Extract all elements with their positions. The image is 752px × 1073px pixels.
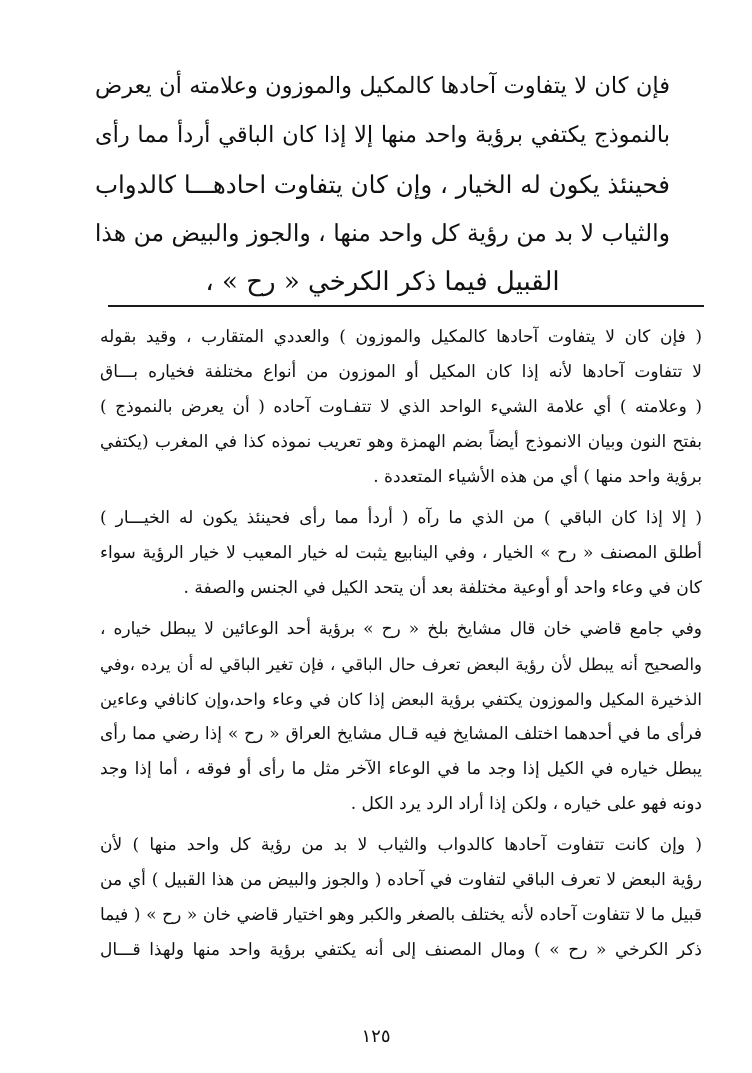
commentary-line: ذكر الكرخي « رح » ) ومال المصنف إلى أنه يكتفي برؤية واحد منها ولهذا قـــال xyxy=(100,940,702,960)
commentary-line: رؤية البعض لا تعرف الباقي لتفاوت في آحاده ( والجوز والبيض من هذا القبيل ) أي من xyxy=(100,870,702,890)
commentary-line: بفتح النون وبيان الانموذج أيضاً بضم الهمزة وهو تعريب نموذه كذا في المغرب (يكتفي xyxy=(100,432,702,452)
commentary-line: ( وعلامته ) أي علامة الشيء الواحد الذي لا تتفـاوت آحاده ( أن يعرض بالنموذج ) xyxy=(100,397,702,417)
section-divider xyxy=(108,305,704,307)
main-text-line: فإن كان لا يتفاوت آحادها كالمكيل والموزون وعلامته أن يعرض xyxy=(95,73,670,99)
main-text-line: القبيل فيما ذكر الكرخي « رح » ، xyxy=(205,267,560,297)
commentary-line: قبيل ما لا تتفاوت آحاده لأنه يختلف بالصغر والكبر وهو اختيار قاضي خان « رح » ( فيما xyxy=(100,905,702,925)
page-number: ١٢٥ xyxy=(361,1026,391,1047)
commentary-line: والصحيح أنه يبطل لأن رؤية البعض تعرف حال الباقي ، فإن تغير الباقي له أن يرده ،وفي xyxy=(100,655,702,674)
commentary-line: الذخيرة المكيل والموزون يكتفي برؤية البعض إذا كان في وعاء واحد،وإن كانافي وعاءين xyxy=(100,690,702,709)
main-text-line: والثياب لا بد من رؤية كل واحد منها ، والجوز والبيض من هذا xyxy=(95,219,670,247)
commentary-line: كان في وعاء واحد أو أوعية مختلفة بعد أن يتحد الكيل في الجنس والصفة . xyxy=(183,578,702,598)
commentary-paragraph xyxy=(100,501,702,606)
commentary-line: ( وإن كانت تتفاوت آحادها كالدواب والثياب لا بد من رؤية كل واحد منها ) لأن xyxy=(100,835,702,855)
commentary-line: يبطل خياره في الكيل إذا وجد ما في الوعاء الآخر مثل ما رأى أو فوقه ، أما إذا وجد xyxy=(100,759,702,779)
commentary-line: ( إلا إذا كان الباقي ) من الذي ما رآه ( أردأ مما رأى فحينئذ يكون له الخيـــار ) xyxy=(100,508,702,528)
commentary-line: برؤية واحد منها ) أي من هذه الأشياء المتعددة . xyxy=(373,467,702,487)
main-text-line: فحينئذ يكون له الخيار ، وإن كان يتفاوت احادهـــا كالدواب xyxy=(95,170,670,199)
commentary-block xyxy=(100,320,702,974)
main-text-block xyxy=(95,62,670,307)
commentary-paragraph xyxy=(100,612,702,822)
commentary-line: ( فإن كان لا يتفاوت آحادها كالمكيل والموزون ) والعددي المتقارب ، وقيد بقوله xyxy=(100,327,702,347)
commentary-paragraph xyxy=(100,320,702,495)
commentary-line: دونه فهو على خياره ، ولكن إذا أراد الرد يرد الكل . xyxy=(350,794,702,814)
commentary-line: لا تتفاوت آحادها لأنه إذا كان المكيل أو الموزون من أنواع مختلفة فخياره بـــاق xyxy=(100,362,702,382)
commentary-line: وفي جامع قاضي خان قال مشايخ بلخ « رح » برؤية أحد الوعائين لا يبطل خياره ، xyxy=(100,619,702,639)
main-text-line: بالنموذج يكتفي برؤية واحد منها إلا إذا كان الباقي أردأ مما رأى xyxy=(95,122,670,148)
commentary-paragraph xyxy=(100,828,702,968)
commentary-line: أطلق المصنف « رح » الخيار ، وفي الينابيع يثبت له خيار المعيب لا خيار الرؤية سواء xyxy=(100,543,702,563)
commentary-line: فرأى ما في أحدهما اختلف المشايخ فيه قـال مشايخ العراق « رح » إذا رضي مما رأى xyxy=(100,724,702,744)
